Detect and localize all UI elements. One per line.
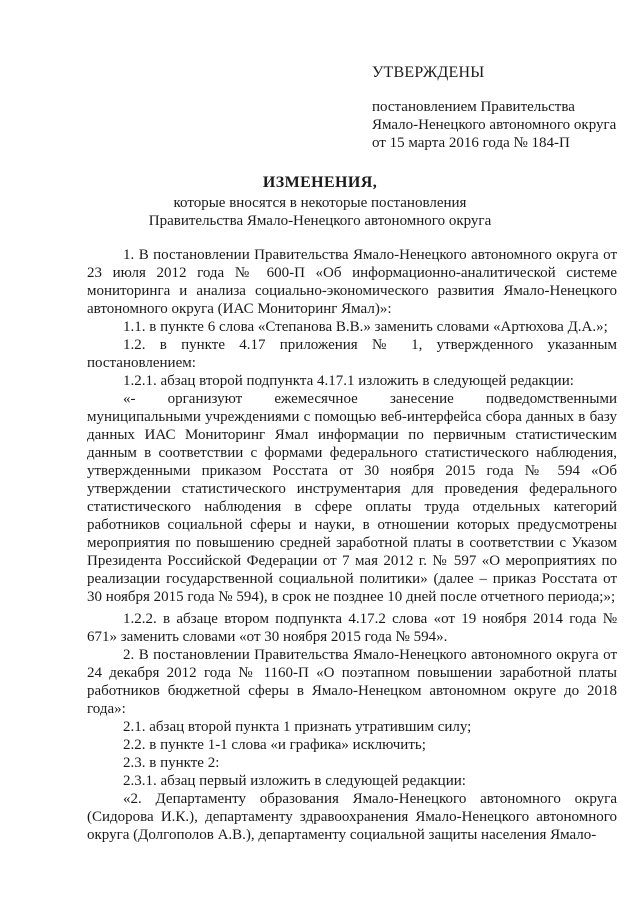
paragraph: 1.1. в пункте 6 слова «Степанова В.В.» заменить словами «Артюхова Д.А.»; xyxy=(123,319,608,335)
approval-line: постановлением Правительства xyxy=(372,99,575,115)
paragraph: 2.1. абзац второй пункта 1 признать утратившим силу; xyxy=(123,719,472,735)
paragraph: 1.2. в пункте 4.17 приложения № 1, утвержденного указанным постановлением: xyxy=(87,337,617,371)
paragraph: 1.2.2. в абзаце втором подпункта 4.17.2 слова «от 19 ноября 2014 года № 671» заменить словами «от 30 ноября 2015 года № 594». xyxy=(87,611,617,645)
paragraph: 2.3. в пункте 2: xyxy=(123,755,220,771)
title-main: ИЗМЕНЕНИЯ, xyxy=(262,174,378,191)
paragraph: «- организуют ежемесячное занесение подведомственными муниципальными учреждениями с помощью веб-интерфейса сбора данных в базу данных ИАС Мониторинг Ямал информации по первичным статистическим данным в соответствии с формами федерального статистического наблюдения, утвержденными приказом Росстата от 30 ноября 2015 года № 594 «Об утверждении статистического инструментария для проведения федерального статистического наблюдения в сфере оплаты труда отдельных категорий работников социальной сферы и науки, в отношении которых предусмотрены мероприятия по повышению средней заработной платы в соответствии с Указом Президента Российской Федерации от 7 мая 2012 г. № 597 «О мероприятиях по реализации государственной социальной политики» (далее – приказ Росстата от 30 ноября 2015 года № 594), в срок не позднее 10 дней после отчетного периода;»; xyxy=(87,391,617,605)
title-subtitle: Правительства Ямало-Ненецкого автономного округа xyxy=(148,213,492,229)
document-title xyxy=(0,174,640,230)
approved-heading: УТВЕРЖДЕНЫ xyxy=(372,64,485,81)
paragraph: 2.3.1. абзац первый изложить в следующей редакции: xyxy=(123,773,466,789)
paragraph: 2. В постановлении Правительства Ямало-Ненецкого автономного округа от 24 декабря 2012 года № 1160-П «О поэтапном повышении заработной платы работников бюджетной сферы в Ямало-Ненецком автономном округе до 2018 года»: xyxy=(87,647,617,717)
paragraph: 1. В постановлении Правительства Ямало-Ненецкого автономного округа от 23 июля 2012 года № 600-П «Об информационно-аналитической системе мониторинга и анализа социально-экономического развития Ямало-Ненецкого автономного округа (ИАС Мониторинг Ямал)»: xyxy=(87,247,617,317)
paragraph: 1.2.1. абзац второй подпункта 4.17.1 изложить в следующей редакции: xyxy=(123,373,574,389)
title-subtitle: которые вносятся в некоторые постановления xyxy=(173,195,467,211)
paragraph: «2. Департаменту образования Ямало-Ненецкого автономного округа (Сидорова И.К.), департаменту здравоохранения Ямало-Ненецкого автономного округа (Долгополов А.В.), департаменту социальной защиты населения Ямало- xyxy=(87,791,617,843)
approval-line: от 15 марта 2016 года № 184-П xyxy=(372,135,570,151)
approval-block xyxy=(372,64,622,152)
paragraph: 2.2. в пункте 1-1 слова «и графика» исключить; xyxy=(123,737,426,753)
document-body xyxy=(87,246,617,844)
approval-line: Ямало-Ненецкого автономного округа xyxy=(372,117,617,133)
